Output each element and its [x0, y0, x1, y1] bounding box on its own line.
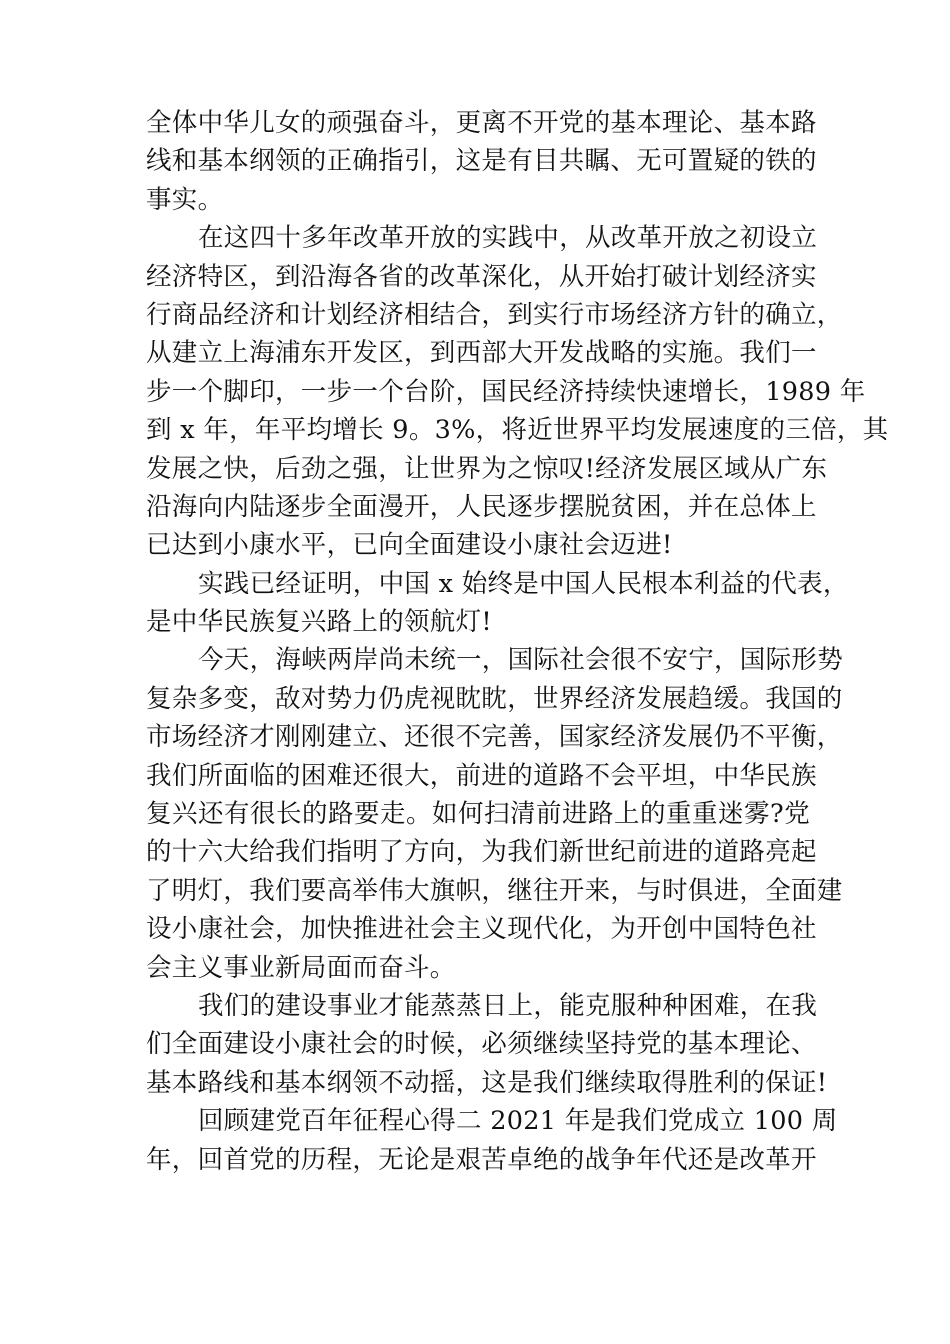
- text-line: 是中华民族复兴路上的领航灯!: [146, 607, 492, 638]
- text-line: 实践已经证明，中国 x 始终是中国人民根本利益的代表，: [198, 568, 849, 599]
- text-line: 经济特区，到沿海各省的改革深化，从开始打破计划经济实: [146, 261, 817, 292]
- text-line: 行商品经济和计划经济相结合，到实行市场经济方针的确立，: [146, 299, 843, 330]
- text-line: 线和基本纲领的正确指引，这是有目共瞩、无可置疑的铁的: [146, 146, 817, 177]
- text-line: 了明灯，我们要高举伟大旗帜，继往开来，与时俱进，全面建: [146, 875, 843, 906]
- text-line: 年，回首党的历程，无论是艰苦卓绝的战争年代还是改革开: [146, 1144, 817, 1175]
- text-line: 在这四十多年改革开放的实践中，从改革开放之初设立: [198, 223, 818, 254]
- text-line: 们全面建设小康社会的时候，必须继续坚持党的基本理论、: [146, 1029, 817, 1060]
- text-line: 今天，海峡两岸尚未统一，国际社会很不安宁，国际形势: [198, 645, 844, 676]
- text-line: 全体中华儿女的顽强奋斗，更离不开党的基本理论、基本路: [146, 108, 817, 138]
- text-line: 设小康社会，加快推进社会主义现代化，为开创中国特色社: [146, 914, 817, 945]
- text-line: 发展之快，后劲之强，让世界为之惊叹!经济发展区域从广东: [146, 453, 828, 484]
- text-line: 复兴还有很长的路要走。如何扫清前进路上的重重迷雾?党: [146, 799, 810, 830]
- text-line: 事实。: [146, 184, 224, 215]
- text-line: 沿海向内陆逐步全面漫开，人民逐步摆脱贫困，并在总体上: [146, 491, 817, 522]
- text-line: 市场经济才刚刚建立、还很不完善，国家经济发展仍不平衡，: [146, 722, 843, 753]
- text-line: 从建立上海浦东开发区，到西部大开发战略的实施。我们一: [146, 338, 817, 369]
- text-line: 我们的建设事业才能蒸蒸日上，能克服种种困难，在我: [198, 990, 818, 1021]
- text-line: 回顾建党百年征程心得二 2021 年是我们党成立 100 周: [198, 1106, 838, 1137]
- text-line: 到 x 年，年平均增长 9。3%，将近世界平均发展速度的三倍，其: [146, 415, 889, 446]
- text-line: 我们所面临的困难还很大，前进的道路不会平坦，中华民族: [146, 760, 817, 791]
- text-line: 步一个脚印，一步一个台阶，国民经济持续快速增长，1989 年: [146, 376, 866, 407]
- text-line: 的十六大给我们指明了方向，为我们新世纪前进的道路亮起: [146, 837, 817, 868]
- text-line: 会主义事业新局面而奋斗。: [146, 952, 456, 983]
- body-text: [146, 104, 889, 1179]
- text-line: 已达到小康水平，已向全面建设小康社会迈进!: [146, 530, 673, 561]
- text-line: 复杂多变，敌对势力仍虎视眈眈，世界经济发展趋缓。我国的: [146, 683, 843, 714]
- text-line: 基本路线和基本纲领不动摇，这是我们继续取得胜利的保证!: [146, 1067, 828, 1098]
